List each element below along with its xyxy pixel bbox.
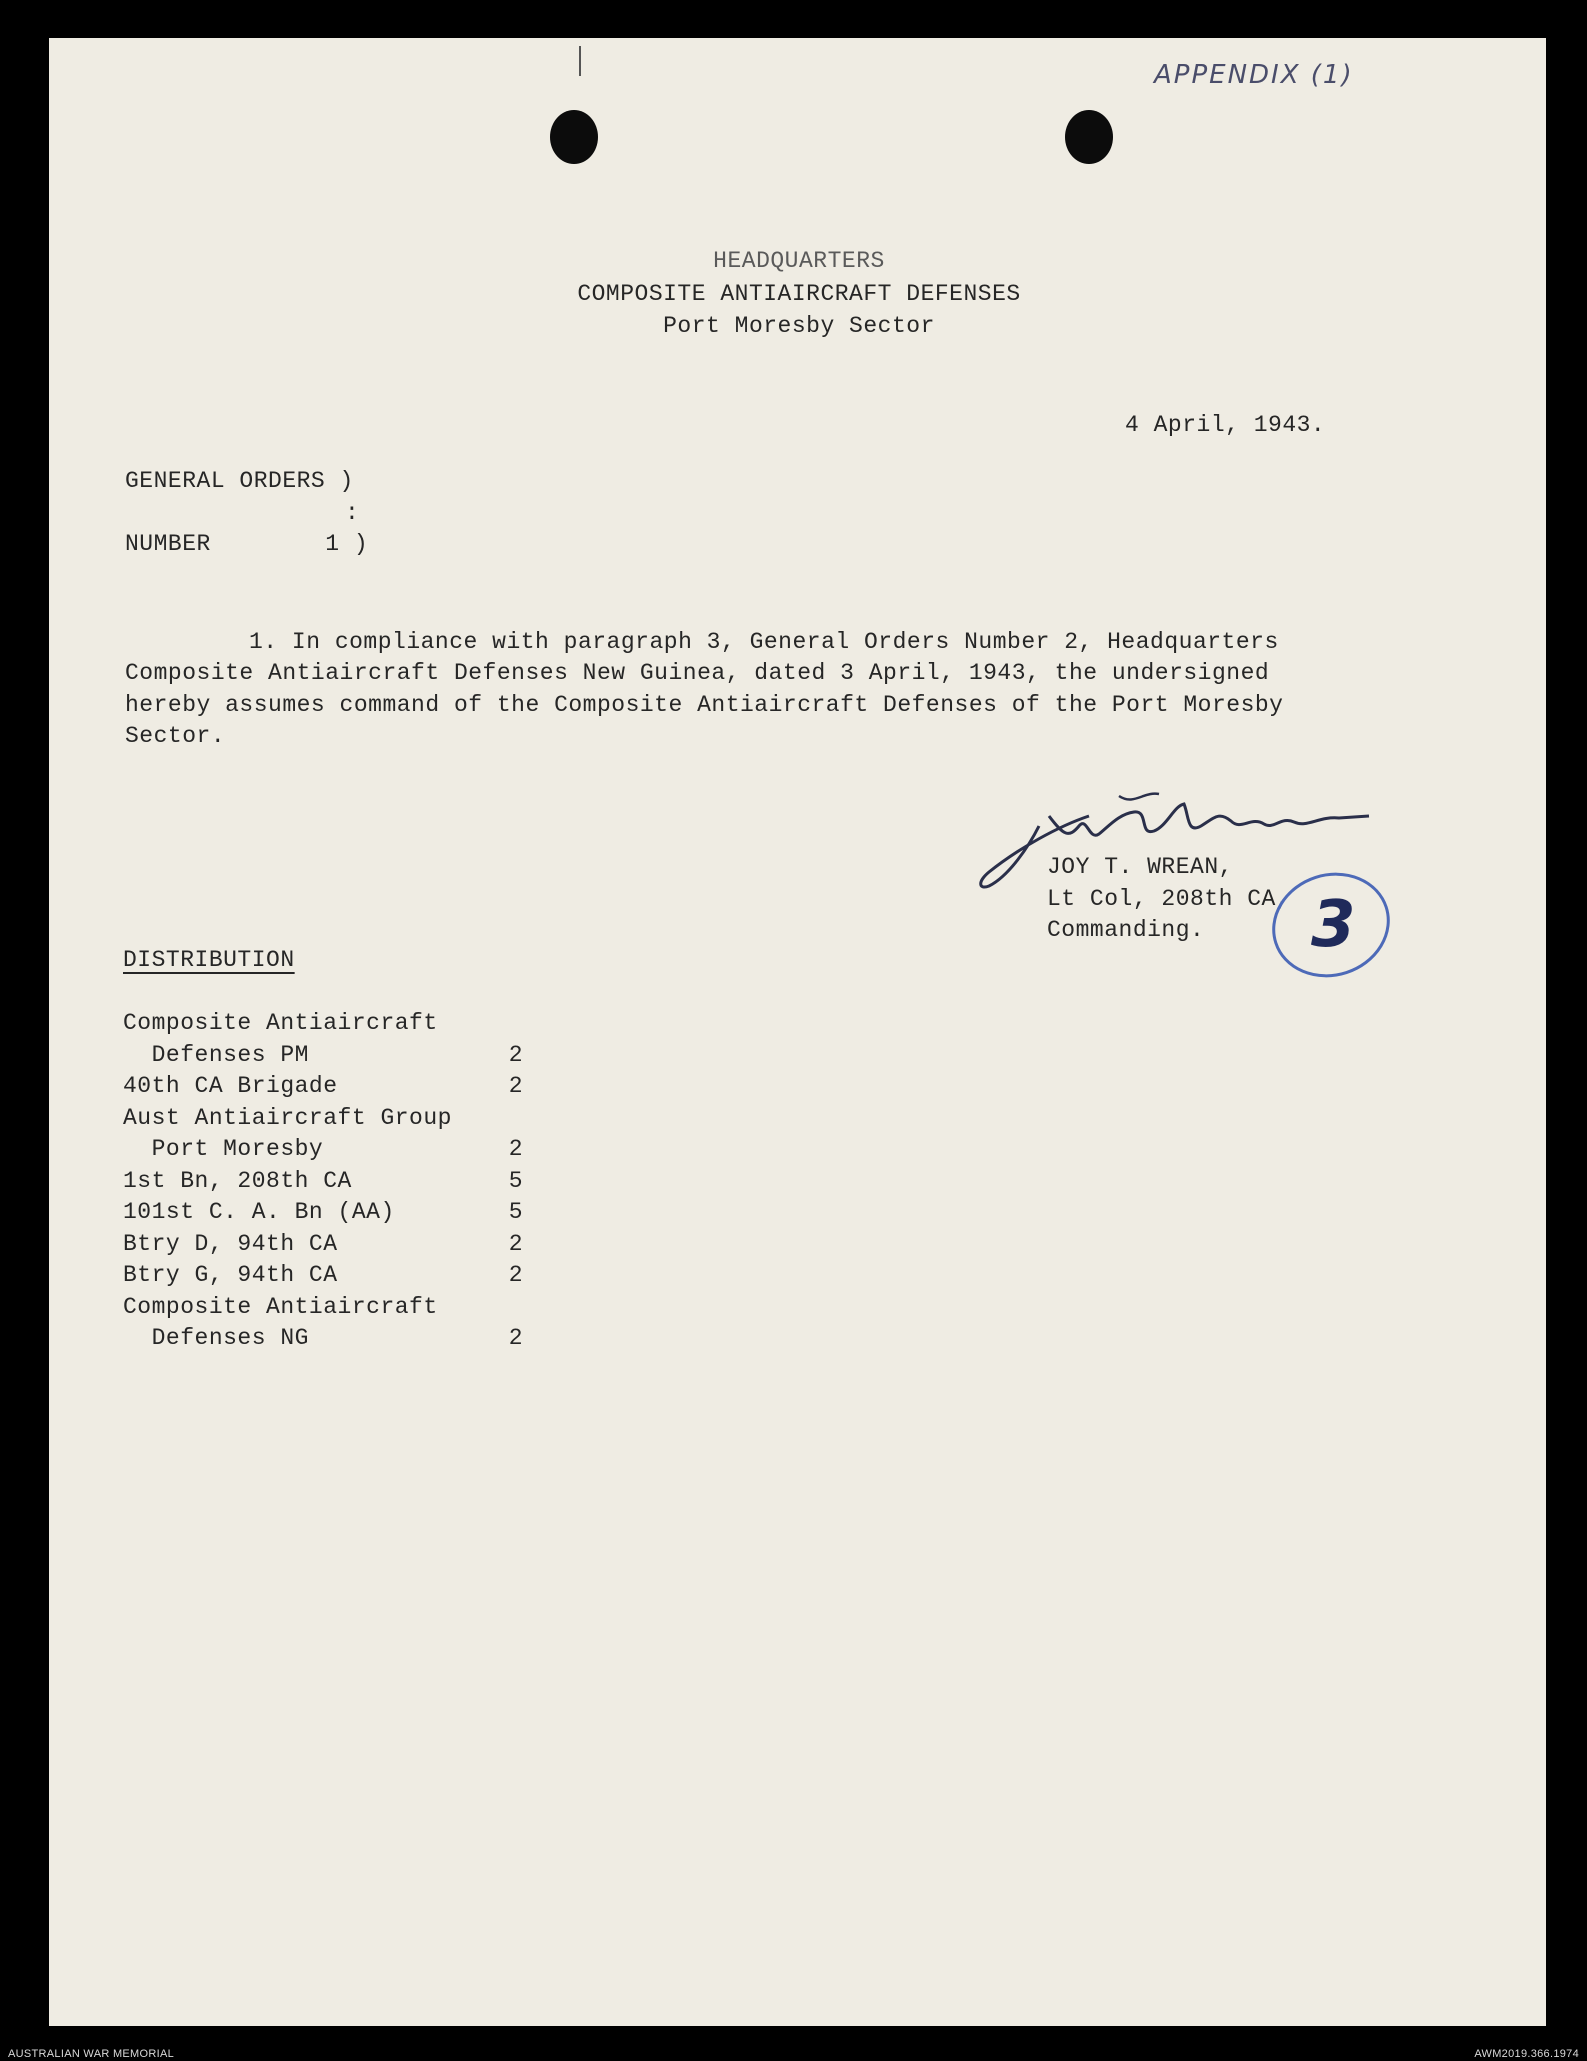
distribution-row: [123, 1168, 523, 1200]
distribution-quantity: 2: [508, 1073, 523, 1099]
distribution-recipient: 1st Bn, 208th CA: [123, 1167, 352, 1194]
header-line-2: COMPOSITE ANTIAIRCRAFT DEFENSES: [577, 281, 1021, 307]
distribution-row: [123, 1199, 523, 1231]
signature-name: JOY T. WREAN,: [1047, 854, 1233, 880]
distribution-row: [123, 1010, 523, 1042]
distribution-row: [123, 1325, 523, 1357]
punch-hole-right: [1065, 110, 1113, 164]
punch-hole-left: [550, 110, 598, 164]
distribution-quantity: 2: [508, 1325, 523, 1351]
distribution-row: [123, 1294, 523, 1326]
distribution-row: [123, 1262, 523, 1294]
distribution-recipient: Defenses PM: [123, 1041, 309, 1068]
distribution-quantity: 2: [508, 1136, 523, 1162]
appendix-note: APPENDIX (1): [1154, 60, 1354, 90]
order-date: 4 April, 1943.: [1125, 412, 1326, 438]
page-number: 3: [1311, 888, 1356, 962]
header-line-1: HEADQUARTERS: [713, 248, 885, 274]
page-mark: [579, 46, 581, 76]
distribution-recipient: Btry D, 94th CA: [123, 1230, 338, 1257]
document-page: [49, 38, 1546, 2026]
distribution-row: [123, 1136, 523, 1168]
distribution-row: [123, 1231, 523, 1263]
paragraph-line-1: 1. In compliance with paragraph 3, General Orders Number 2, Headquarters: [249, 629, 1279, 655]
distribution-recipient: 40th CA Brigade: [123, 1073, 338, 1099]
distribution-recipient: 101st C. A. Bn (AA): [123, 1199, 395, 1225]
distribution-recipient: Btry G, 94th CA: [123, 1262, 338, 1288]
signature-role: Commanding.: [1047, 917, 1205, 943]
distribution-quantity: 5: [508, 1199, 523, 1225]
distribution-recipient: Defenses NG: [123, 1325, 309, 1351]
distribution-recipient: Port Moresby: [123, 1136, 324, 1162]
distribution-recipient: Composite Antiaircraft: [123, 1010, 438, 1036]
distribution-quantity: 2: [508, 1230, 523, 1257]
distribution-recipient: Aust Antiaircraft Group: [123, 1104, 452, 1131]
distribution-quantity: 2: [508, 1041, 523, 1068]
paragraph-line-4: Sector.: [125, 723, 226, 749]
distribution-row: [123, 1073, 523, 1105]
order-number-label: NUMBER 1 ): [125, 531, 369, 557]
distribution-row: [123, 1105, 523, 1137]
signature-rank: Lt Col, 208th CA,: [1047, 886, 1291, 912]
general-orders-label: GENERAL ORDERS ): [125, 468, 354, 494]
distribution-quantity: 5: [508, 1167, 523, 1194]
distribution-quantity: 2: [508, 1262, 523, 1288]
distribution-recipient: Composite Antiaircraft: [123, 1293, 438, 1320]
distribution-heading: DISTRIBUTION: [123, 947, 295, 973]
distribution-list: [123, 1010, 523, 1370]
paragraph-line-2: Composite Antiaircraft Defenses New Guinea, dated 3 April, 1943, the undersigned: [125, 660, 1270, 686]
footer-accession: AWM2019.366.1974: [1474, 2048, 1579, 2060]
header-line-3: Port Moresby Sector: [663, 313, 935, 339]
distribution-row: [123, 1042, 523, 1074]
paragraph-line-3: hereby assumes command of the Composite Antiaircraft Defenses of the Port Moresby: [125, 692, 1284, 718]
orders-colon: :: [345, 500, 360, 526]
footer-source: AUSTRALIAN WAR MEMORIAL: [8, 2048, 175, 2060]
